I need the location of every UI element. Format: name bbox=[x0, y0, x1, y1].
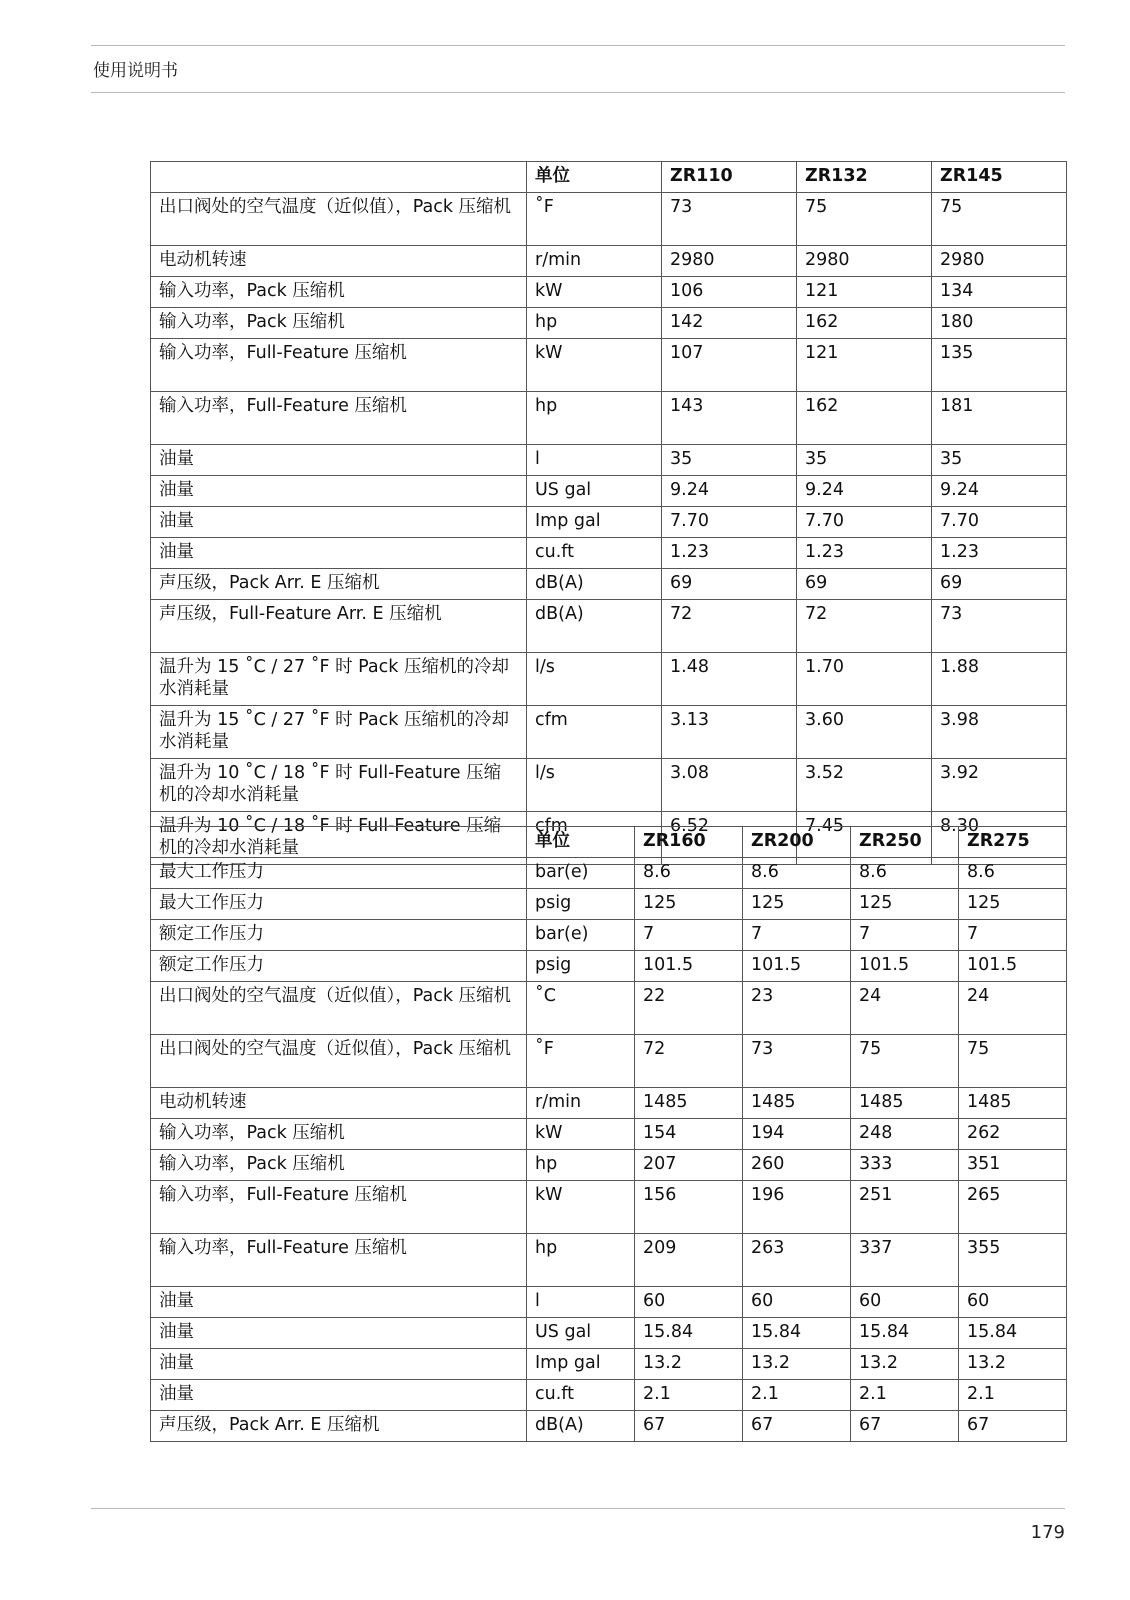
value-cell: 194 bbox=[743, 1119, 851, 1150]
value-cell: 7 bbox=[635, 920, 743, 951]
value-cell: 180 bbox=[932, 308, 1067, 339]
unit-cell: r/min bbox=[527, 1088, 635, 1119]
unit-cell: l/s bbox=[527, 653, 662, 706]
table-row bbox=[151, 308, 1067, 339]
value-cell: 3.98 bbox=[932, 706, 1067, 759]
value-cell: 154 bbox=[635, 1119, 743, 1150]
header-cell-parameter bbox=[151, 162, 527, 193]
value-cell: 351 bbox=[959, 1150, 1067, 1181]
value-cell: 209 bbox=[635, 1234, 743, 1287]
value-cell: 1485 bbox=[959, 1088, 1067, 1119]
value-cell: 15.84 bbox=[635, 1318, 743, 1349]
header-rule-top bbox=[91, 45, 1065, 46]
value-cell: 9.24 bbox=[932, 476, 1067, 507]
parameter-cell: 电动机转速 bbox=[151, 246, 527, 277]
value-cell: 134 bbox=[932, 277, 1067, 308]
unit-cell: ˚F bbox=[527, 1035, 635, 1088]
value-cell: 24 bbox=[851, 982, 959, 1035]
parameter-cell: 温升为 15 ˚C / 27 ˚F 时 Pack 压缩机的冷却水消耗量 bbox=[151, 653, 527, 706]
spec-table-zr110-145 bbox=[150, 161, 1067, 865]
value-cell: 337 bbox=[851, 1234, 959, 1287]
value-cell: 1.48 bbox=[662, 653, 797, 706]
header-cell-model: ZR145 bbox=[932, 162, 1067, 193]
table-row bbox=[151, 1181, 1067, 1234]
table-row bbox=[151, 889, 1067, 920]
parameter-cell: 温升为 10 ˚C / 18 ˚F 时 Full-Feature 压缩机的冷却水消耗量 bbox=[151, 812, 527, 865]
value-cell: 15.84 bbox=[743, 1318, 851, 1349]
unit-cell: kW bbox=[527, 277, 662, 308]
value-cell: 107 bbox=[662, 339, 797, 392]
unit-cell: cfm bbox=[527, 812, 662, 865]
value-cell: 8.30 bbox=[932, 812, 1067, 865]
value-cell: 6.52 bbox=[662, 812, 797, 865]
parameter-cell: 输入功率，Full-Feature 压缩机 bbox=[151, 392, 527, 445]
unit-cell: r/min bbox=[527, 246, 662, 277]
table-row bbox=[151, 1318, 1067, 1349]
unit-cell: ˚F bbox=[527, 193, 662, 246]
value-cell: 265 bbox=[959, 1181, 1067, 1234]
value-cell: 73 bbox=[932, 600, 1067, 653]
value-cell: 23 bbox=[743, 982, 851, 1035]
value-cell: 7.70 bbox=[797, 507, 932, 538]
value-cell: 1.70 bbox=[797, 653, 932, 706]
unit-cell: dB(A) bbox=[527, 1411, 635, 1442]
table-row bbox=[151, 1287, 1067, 1318]
table-row bbox=[151, 569, 1067, 600]
value-cell: 125 bbox=[959, 889, 1067, 920]
value-cell: 15.84 bbox=[959, 1318, 1067, 1349]
value-cell: 13.2 bbox=[635, 1349, 743, 1380]
header-rule-bottom bbox=[91, 92, 1065, 93]
parameter-cell: 输入功率，Pack 压缩机 bbox=[151, 1150, 527, 1181]
table-row bbox=[151, 982, 1067, 1035]
unit-cell: kW bbox=[527, 1119, 635, 1150]
unit-cell: cu.ft bbox=[527, 538, 662, 569]
unit-cell: l/s bbox=[527, 759, 662, 812]
value-cell: 67 bbox=[635, 1411, 743, 1442]
value-cell: 9.24 bbox=[797, 476, 932, 507]
table-row bbox=[151, 339, 1067, 392]
unit-cell: l bbox=[527, 1287, 635, 1318]
unit-cell: hp bbox=[527, 308, 662, 339]
value-cell: 260 bbox=[743, 1150, 851, 1181]
unit-cell: ˚C bbox=[527, 982, 635, 1035]
parameter-cell: 油量 bbox=[151, 445, 527, 476]
value-cell: 69 bbox=[662, 569, 797, 600]
parameter-cell: 声压级，Pack Arr. E 压缩机 bbox=[151, 1411, 527, 1442]
parameter-cell: 油量 bbox=[151, 1380, 527, 1411]
table-row bbox=[151, 193, 1067, 246]
table-header-row bbox=[151, 827, 1067, 858]
parameter-cell: 输入功率，Full-Feature 压缩机 bbox=[151, 1234, 527, 1287]
value-cell: 2980 bbox=[797, 246, 932, 277]
table-row bbox=[151, 951, 1067, 982]
value-cell: 1.23 bbox=[932, 538, 1067, 569]
value-cell: 69 bbox=[797, 569, 932, 600]
value-cell: 125 bbox=[635, 889, 743, 920]
parameter-cell: 额定工作压力 bbox=[151, 920, 527, 951]
table-row bbox=[151, 600, 1067, 653]
unit-cell: bar(e) bbox=[527, 858, 635, 889]
value-cell: 106 bbox=[662, 277, 797, 308]
header-cell-model: ZR160 bbox=[635, 827, 743, 858]
value-cell: 101.5 bbox=[635, 951, 743, 982]
table-row bbox=[151, 1349, 1067, 1380]
unit-cell: Imp gal bbox=[527, 507, 662, 538]
header-cell-model: ZR110 bbox=[662, 162, 797, 193]
value-cell: 125 bbox=[851, 889, 959, 920]
parameter-cell: 温升为 10 ˚C / 18 ˚F 时 Full-Feature 压缩机的冷却水消耗量 bbox=[151, 759, 527, 812]
table-row bbox=[151, 920, 1067, 951]
value-cell: 75 bbox=[959, 1035, 1067, 1088]
table-row bbox=[151, 445, 1067, 476]
unit-cell: dB(A) bbox=[527, 569, 662, 600]
table-row bbox=[151, 277, 1067, 308]
value-cell: 263 bbox=[743, 1234, 851, 1287]
value-cell: 101.5 bbox=[743, 951, 851, 982]
value-cell: 13.2 bbox=[851, 1349, 959, 1380]
table-row bbox=[151, 1411, 1067, 1442]
parameter-cell: 油量 bbox=[151, 1349, 527, 1380]
value-cell: 13.2 bbox=[743, 1349, 851, 1380]
unit-cell: hp bbox=[527, 392, 662, 445]
value-cell: 196 bbox=[743, 1181, 851, 1234]
header-cell-model: ZR250 bbox=[851, 827, 959, 858]
unit-cell: kW bbox=[527, 339, 662, 392]
value-cell: 142 bbox=[662, 308, 797, 339]
table-row bbox=[151, 1119, 1067, 1150]
value-cell: 67 bbox=[851, 1411, 959, 1442]
parameter-cell: 输入功率，Pack 压缩机 bbox=[151, 277, 527, 308]
unit-cell: kW bbox=[527, 1181, 635, 1234]
value-cell: 1.88 bbox=[932, 653, 1067, 706]
value-cell: 75 bbox=[797, 193, 932, 246]
value-cell: 7.45 bbox=[797, 812, 932, 865]
header-cell-parameter bbox=[151, 827, 527, 858]
value-cell: 60 bbox=[743, 1287, 851, 1318]
value-cell: 207 bbox=[635, 1150, 743, 1181]
value-cell: 13.2 bbox=[959, 1349, 1067, 1380]
value-cell: 121 bbox=[797, 339, 932, 392]
value-cell: 262 bbox=[959, 1119, 1067, 1150]
parameter-cell: 油量 bbox=[151, 1318, 527, 1349]
parameter-cell: 油量 bbox=[151, 476, 527, 507]
table-row bbox=[151, 858, 1067, 889]
value-cell: 121 bbox=[797, 277, 932, 308]
table-row bbox=[151, 1035, 1067, 1088]
unit-cell: Imp gal bbox=[527, 1349, 635, 1380]
value-cell: 125 bbox=[743, 889, 851, 920]
parameter-cell: 出口阀处的空气温度（近似值），Pack 压缩机 bbox=[151, 193, 527, 246]
parameter-cell: 输入功率，Pack 压缩机 bbox=[151, 308, 527, 339]
parameter-cell: 出口阀处的空气温度（近似值），Pack 压缩机 bbox=[151, 982, 527, 1035]
value-cell: 73 bbox=[743, 1035, 851, 1088]
parameter-cell: 油量 bbox=[151, 1287, 527, 1318]
value-cell: 75 bbox=[932, 193, 1067, 246]
table-row bbox=[151, 1088, 1067, 1119]
value-cell: 3.13 bbox=[662, 706, 797, 759]
value-cell: 67 bbox=[959, 1411, 1067, 1442]
unit-cell: cu.ft bbox=[527, 1380, 635, 1411]
table-row bbox=[151, 1150, 1067, 1181]
value-cell: 251 bbox=[851, 1181, 959, 1234]
unit-cell: cfm bbox=[527, 706, 662, 759]
value-cell: 2.1 bbox=[635, 1380, 743, 1411]
value-cell: 1.23 bbox=[797, 538, 932, 569]
parameter-cell: 出口阀处的空气温度（近似值），Pack 压缩机 bbox=[151, 1035, 527, 1088]
value-cell: 1.23 bbox=[662, 538, 797, 569]
value-cell: 8.6 bbox=[851, 858, 959, 889]
value-cell: 7 bbox=[959, 920, 1067, 951]
parameter-cell: 最大工作压力 bbox=[151, 889, 527, 920]
value-cell: 60 bbox=[959, 1287, 1067, 1318]
value-cell: 75 bbox=[851, 1035, 959, 1088]
unit-cell: l bbox=[527, 445, 662, 476]
value-cell: 72 bbox=[635, 1035, 743, 1088]
parameter-cell: 输入功率，Pack 压缩机 bbox=[151, 1119, 527, 1150]
parameter-cell: 输入功率，Full-Feature 压缩机 bbox=[151, 1181, 527, 1234]
value-cell: 2980 bbox=[662, 246, 797, 277]
value-cell: 8.6 bbox=[959, 858, 1067, 889]
value-cell: 2980 bbox=[932, 246, 1067, 277]
document-title: 使用说明书 bbox=[93, 61, 178, 81]
header-cell-unit: 单位 bbox=[527, 162, 662, 193]
value-cell: 162 bbox=[797, 392, 932, 445]
unit-cell: hp bbox=[527, 1234, 635, 1287]
table-row bbox=[151, 392, 1067, 445]
value-cell: 3.60 bbox=[797, 706, 932, 759]
table-row bbox=[151, 1234, 1067, 1287]
value-cell: 181 bbox=[932, 392, 1067, 445]
value-cell: 35 bbox=[662, 445, 797, 476]
value-cell: 2.1 bbox=[959, 1380, 1067, 1411]
parameter-cell: 最大工作压力 bbox=[151, 858, 527, 889]
parameter-cell: 温升为 15 ˚C / 27 ˚F 时 Pack 压缩机的冷却水消耗量 bbox=[151, 706, 527, 759]
header-cell-model: ZR275 bbox=[959, 827, 1067, 858]
table-row bbox=[151, 538, 1067, 569]
value-cell: 355 bbox=[959, 1234, 1067, 1287]
value-cell: 35 bbox=[797, 445, 932, 476]
value-cell: 3.52 bbox=[797, 759, 932, 812]
value-cell: 69 bbox=[932, 569, 1067, 600]
value-cell: 2.1 bbox=[851, 1380, 959, 1411]
spec-table-zr160-275 bbox=[150, 826, 1067, 1442]
unit-cell: psig bbox=[527, 951, 635, 982]
value-cell: 35 bbox=[932, 445, 1067, 476]
value-cell: 101.5 bbox=[959, 951, 1067, 982]
value-cell: 8.6 bbox=[635, 858, 743, 889]
value-cell: 67 bbox=[743, 1411, 851, 1442]
parameter-cell: 额定工作压力 bbox=[151, 951, 527, 982]
parameter-cell: 油量 bbox=[151, 507, 527, 538]
unit-cell: dB(A) bbox=[527, 600, 662, 653]
header-cell-model: ZR200 bbox=[743, 827, 851, 858]
value-cell: 135 bbox=[932, 339, 1067, 392]
unit-cell: US gal bbox=[527, 1318, 635, 1349]
value-cell: 1485 bbox=[851, 1088, 959, 1119]
unit-cell: hp bbox=[527, 1150, 635, 1181]
table-row bbox=[151, 476, 1067, 507]
parameter-cell: 电动机转速 bbox=[151, 1088, 527, 1119]
value-cell: 7.70 bbox=[662, 507, 797, 538]
value-cell: 60 bbox=[851, 1287, 959, 1318]
unit-cell: bar(e) bbox=[527, 920, 635, 951]
value-cell: 162 bbox=[797, 308, 932, 339]
value-cell: 7 bbox=[743, 920, 851, 951]
value-cell: 143 bbox=[662, 392, 797, 445]
table-row bbox=[151, 759, 1067, 812]
value-cell: 7 bbox=[851, 920, 959, 951]
value-cell: 72 bbox=[797, 600, 932, 653]
value-cell: 24 bbox=[959, 982, 1067, 1035]
value-cell: 72 bbox=[662, 600, 797, 653]
value-cell: 156 bbox=[635, 1181, 743, 1234]
table-row bbox=[151, 1380, 1067, 1411]
parameter-cell: 油量 bbox=[151, 538, 527, 569]
value-cell: 8.6 bbox=[743, 858, 851, 889]
table-row bbox=[151, 706, 1067, 759]
value-cell: 15.84 bbox=[851, 1318, 959, 1349]
value-cell: 248 bbox=[851, 1119, 959, 1150]
table-header-row bbox=[151, 162, 1067, 193]
parameter-cell: 声压级，Full-Feature Arr. E 压缩机 bbox=[151, 600, 527, 653]
value-cell: 1485 bbox=[635, 1088, 743, 1119]
value-cell: 3.92 bbox=[932, 759, 1067, 812]
value-cell: 7.70 bbox=[932, 507, 1067, 538]
table-row bbox=[151, 653, 1067, 706]
footer-rule bbox=[91, 1508, 1065, 1509]
value-cell: 2.1 bbox=[743, 1380, 851, 1411]
value-cell: 73 bbox=[662, 193, 797, 246]
value-cell: 333 bbox=[851, 1150, 959, 1181]
table-row bbox=[151, 246, 1067, 277]
table-row bbox=[151, 507, 1067, 538]
value-cell: 9.24 bbox=[662, 476, 797, 507]
value-cell: 3.08 bbox=[662, 759, 797, 812]
value-cell: 101.5 bbox=[851, 951, 959, 982]
header-cell-unit: 单位 bbox=[527, 827, 635, 858]
header-cell-model: ZR132 bbox=[797, 162, 932, 193]
parameter-cell: 输入功率，Full-Feature 压缩机 bbox=[151, 339, 527, 392]
unit-cell: US gal bbox=[527, 476, 662, 507]
value-cell: 22 bbox=[635, 982, 743, 1035]
unit-cell: psig bbox=[527, 889, 635, 920]
value-cell: 1485 bbox=[743, 1088, 851, 1119]
value-cell: 60 bbox=[635, 1287, 743, 1318]
parameter-cell: 声压级，Pack Arr. E 压缩机 bbox=[151, 569, 527, 600]
page-number: 179 bbox=[1030, 1522, 1065, 1543]
